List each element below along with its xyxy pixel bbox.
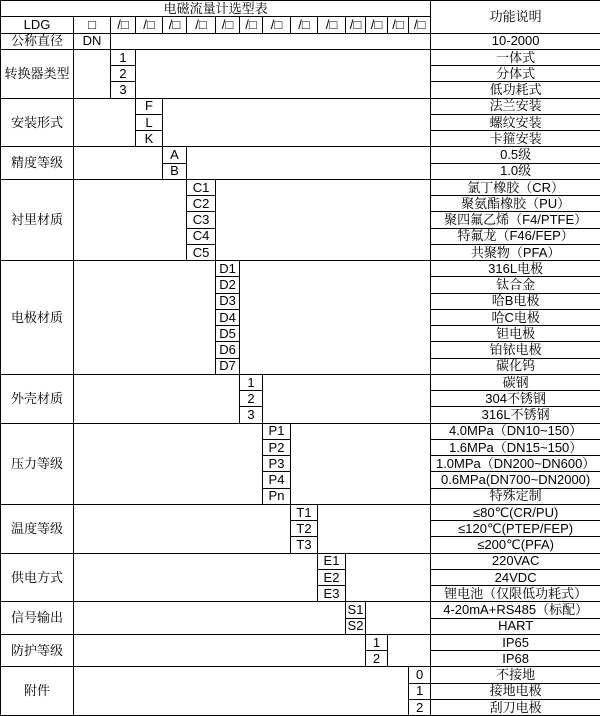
- empty-span-right: [136, 49, 431, 98]
- model-slot-box-icon: /□: [111, 17, 136, 33]
- category-label: 外壳材质: [1, 374, 74, 423]
- model-first-box-icon: □: [74, 17, 111, 33]
- category-label: 温度等级: [1, 504, 74, 553]
- code-cell: C3: [187, 212, 216, 228]
- description-cell: 1.6MPa（DN15~150）: [431, 439, 600, 455]
- code-cell: D7: [216, 358, 240, 374]
- model-slot-box-icon: /□: [240, 17, 263, 33]
- empty-span-left: [74, 423, 263, 504]
- model-slot-box-icon: /□: [318, 17, 346, 33]
- model-slot-box-icon: /□: [263, 17, 291, 33]
- category-label: 信号输出: [1, 602, 74, 635]
- description-cell: ≤80℃(CR/PU): [431, 504, 600, 520]
- description-cell: 24VDC: [431, 569, 600, 585]
- description-cell: ≤200℃(PFA): [431, 537, 600, 553]
- description-cell: 碳化钨: [431, 358, 600, 374]
- description-cell: 法兰安装: [431, 98, 600, 114]
- code-cell: P1: [263, 423, 291, 439]
- empty-span-right: [187, 147, 431, 180]
- description-cell: 碳钢: [431, 374, 600, 390]
- description-cell: 分体式: [431, 66, 600, 82]
- empty-span-left: [74, 374, 240, 423]
- description-cell: 哈C电极: [431, 309, 600, 325]
- empty-span-left: [74, 98, 136, 147]
- code-cell: 3: [240, 407, 263, 423]
- code-cell: 2: [240, 391, 263, 407]
- code-cell: 2: [111, 66, 136, 82]
- category-label: 转换器类型: [1, 49, 74, 98]
- model-slot-box-icon: /□: [388, 17, 409, 33]
- model-slot-box-icon: /□: [346, 17, 366, 33]
- description-cell: 钛合金: [431, 277, 600, 293]
- empty-span-left: [74, 49, 111, 98]
- description-cell: IP68: [431, 651, 600, 667]
- code-cell: T1: [291, 504, 318, 520]
- description-cell: 刮刀电极: [431, 699, 600, 715]
- empty-span-right: [318, 504, 431, 553]
- code-cell: E3: [318, 586, 346, 602]
- category-label: 安装形式: [1, 98, 74, 147]
- empty-span-left: [74, 634, 366, 667]
- code-cell: D2: [216, 277, 240, 293]
- empty-span-right: [216, 179, 431, 260]
- model-slot-box-icon: /□: [163, 17, 187, 33]
- code-cell: D5: [216, 326, 240, 342]
- description-cell: 共聚物（PFA）: [431, 244, 600, 260]
- code-cell: C1: [187, 179, 216, 195]
- category-label: 防护等级: [1, 634, 74, 667]
- empty-span-right: [291, 423, 431, 504]
- code-cell: D4: [216, 309, 240, 325]
- empty-span-right: [111, 33, 431, 49]
- code-cell: S2: [346, 618, 366, 634]
- empty-span-left: [74, 553, 318, 602]
- description-cell: 一体式: [431, 49, 600, 65]
- empty-span-right: [240, 261, 431, 375]
- code-cell: K: [136, 131, 163, 147]
- description-cell: 铂铱电极: [431, 342, 600, 358]
- description-cell: 316L不锈钢: [431, 407, 600, 423]
- code-cell: 1: [111, 49, 136, 65]
- code-cell: 2: [409, 699, 431, 715]
- code-cell: 2: [366, 651, 388, 667]
- description-cell: 220VAC: [431, 553, 600, 569]
- code-cell: E2: [318, 569, 346, 585]
- empty-span-right: [263, 374, 431, 423]
- model-slot-box-icon: /□: [136, 17, 163, 33]
- empty-span-right: [388, 634, 431, 667]
- code-cell: 1: [240, 374, 263, 390]
- empty-span-right: [346, 553, 431, 602]
- code-cell: D1: [216, 261, 240, 277]
- description-cell: 10-2000: [431, 33, 600, 49]
- empty-span-left: [74, 261, 216, 375]
- code-cell: 3: [111, 82, 136, 98]
- description-cell: 接地电极: [431, 683, 600, 699]
- description-cell: 316L电极: [431, 261, 600, 277]
- code-cell: P4: [263, 472, 291, 488]
- empty-span-left: [74, 179, 187, 260]
- description-cell: HART: [431, 618, 600, 634]
- description-cell: 304不锈钢: [431, 391, 600, 407]
- code-cell: 0: [409, 667, 431, 683]
- description-cell: 特殊定制: [431, 488, 600, 504]
- description-cell: 1.0级: [431, 163, 600, 179]
- code-cell: B: [163, 163, 187, 179]
- code-cell: 1: [366, 634, 388, 650]
- category-label: 电极材质: [1, 261, 74, 375]
- description-cell: 0.6MPa(DN700~DN2000): [431, 472, 600, 488]
- code-cell: E1: [318, 553, 346, 569]
- empty-span-left: [74, 602, 346, 635]
- empty-span-left: [74, 147, 163, 180]
- code-cell: A: [163, 147, 187, 163]
- function-column-header: 功能说明: [431, 1, 600, 34]
- empty-span-left: [74, 504, 291, 553]
- selection-table-body: [1, 1, 600, 716]
- category-label: 公称直径: [1, 33, 74, 49]
- empty-span-right: [366, 602, 431, 635]
- code-cell: F: [136, 98, 163, 114]
- code-cell: D3: [216, 293, 240, 309]
- model-slot-box-icon: /□: [366, 17, 388, 33]
- code-cell: C5: [187, 244, 216, 260]
- model-slot-box-icon: /□: [187, 17, 216, 33]
- code-cell: P3: [263, 456, 291, 472]
- model-slot-box-icon: /□: [291, 17, 318, 33]
- empty-span-left: [74, 667, 409, 716]
- code-cell: T2: [291, 521, 318, 537]
- empty-span-right: [163, 98, 431, 147]
- description-cell: 1.0MPa（DN200~DN600）: [431, 456, 600, 472]
- code-cell: P2: [263, 439, 291, 455]
- description-cell: 锂电池（仅限低功耗式）: [431, 586, 600, 602]
- description-cell: 4.0MPa（DN10~150）: [431, 423, 600, 439]
- code-cell: C2: [187, 196, 216, 212]
- code-cell: L: [136, 114, 163, 130]
- code-cell: S1: [346, 602, 366, 618]
- category-label: 衬里材质: [1, 179, 74, 260]
- model-slot-box-icon: /□: [216, 17, 240, 33]
- description-cell: IP65: [431, 634, 600, 650]
- description-cell: 钽电极: [431, 326, 600, 342]
- code-cell: DN: [74, 33, 111, 49]
- code-cell: C4: [187, 228, 216, 244]
- category-label: 压力等级: [1, 423, 74, 504]
- code-cell: D6: [216, 342, 240, 358]
- category-label: 附件: [1, 667, 74, 716]
- model-slot-box-icon: /□: [409, 17, 431, 33]
- description-cell: 氯丁橡胶（CR）: [431, 179, 600, 195]
- description-cell: 不接地: [431, 667, 600, 683]
- category-label: 供电方式: [1, 553, 74, 602]
- model-prefix: LDG: [1, 17, 74, 33]
- description-cell: ≤120℃(PTEP/FEP): [431, 521, 600, 537]
- description-cell: 螺纹安装: [431, 114, 600, 130]
- description-cell: 聚四氟乙烯（F4/PTFE）: [431, 212, 600, 228]
- description-cell: 聚氨酯橡胶（PU）: [431, 196, 600, 212]
- category-label: 精度等级: [1, 147, 74, 180]
- description-cell: 4-20mA+RS485（标配）: [431, 602, 600, 618]
- description-cell: 0.5级: [431, 147, 600, 163]
- code-cell: 1: [409, 683, 431, 699]
- description-cell: 低功耗式: [431, 82, 600, 98]
- page-title: 电磁流量计选型表: [1, 1, 431, 17]
- description-cell: 特氟龙（F46/FEP）: [431, 228, 600, 244]
- code-cell: Pn: [263, 488, 291, 504]
- description-cell: 卡箍安装: [431, 131, 600, 147]
- description-cell: 哈B电极: [431, 293, 600, 309]
- code-cell: T3: [291, 537, 318, 553]
